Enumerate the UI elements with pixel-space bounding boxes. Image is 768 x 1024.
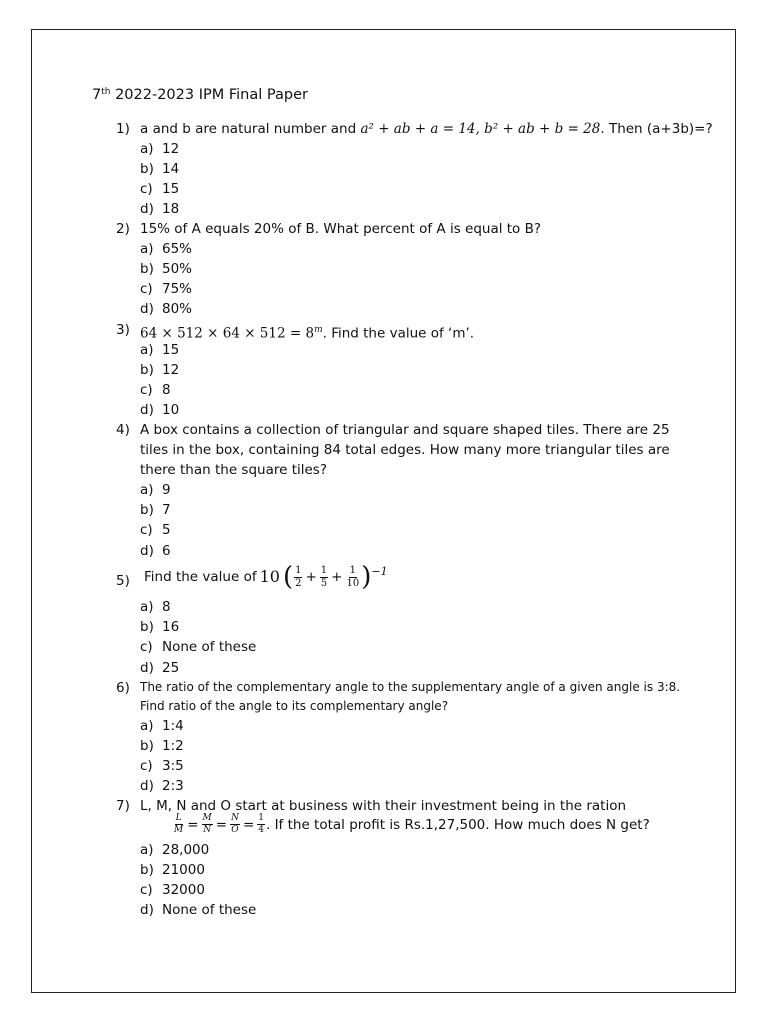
option: d) 6 [140, 543, 171, 559]
option: c) 15 [140, 181, 180, 197]
question-text: $64 \times 512 \times 64 \times 512 = 8^m$. Find the value of ‘m’. [140, 325, 475, 342]
option: c) 8 [140, 382, 171, 398]
option: b) 21000 [140, 862, 205, 878]
option: d) 10 [140, 402, 180, 418]
question-text: The ratio of the complementary angle to the supplementary angle of a given angle is 3:8. Find ratio of the angle to its complementary angle? [140, 680, 681, 713]
option: c) 75% [140, 281, 193, 297]
option: c) None of these [140, 639, 257, 655]
option: d) None of these [140, 902, 257, 918]
paper-title: 7th 2022-2023 IPM Final Paper [92, 87, 308, 103]
option: a) 28,000 [140, 842, 210, 858]
option: c) 3:5 [140, 758, 184, 774]
page-border [31, 29, 736, 993]
option: b) 12 [140, 362, 180, 378]
question-text: Find the value of 10 ( $\frac{1}{2}$ + $\frac{1}{5}$ + $\frac{1}{10}$ ) −1 [144, 562, 388, 592]
question-text: a and b are natural number and a² + ab + a = 14, b² + ab + b = 28. Then (a+3b)=? [140, 121, 713, 137]
option: d) 80% [140, 301, 193, 317]
option: d) 2:3 [140, 778, 184, 794]
question-number: 5) [116, 573, 130, 589]
option: a) 1:4 [140, 718, 184, 734]
option: b) 1:2 [140, 738, 184, 754]
question-number: 1) [116, 121, 130, 137]
question-text: A box contains a collection of triangular and square shaped tiles. There are 25 tiles in the box, containing 84 total edges. How many more triangular tiles are there than the square tiles? [140, 422, 670, 478]
option: d) 18 [140, 201, 180, 217]
option: a) 65% [140, 241, 193, 257]
option: a) 9 [140, 482, 171, 498]
question-number: 3) [116, 322, 130, 338]
option: c) 32000 [140, 882, 205, 898]
option: d) 25 [140, 660, 180, 676]
option: b) 14 [140, 161, 180, 177]
question-text: 15% of A equals 20% of B. What percent of A is equal to B? [140, 221, 542, 237]
option: b) 16 [140, 619, 180, 635]
option: c) 5 [140, 522, 171, 538]
question-number: 2) [116, 221, 130, 237]
option: a) 15 [140, 342, 180, 358]
question-number: 6) [116, 680, 130, 696]
option: b) 50% [140, 261, 193, 277]
question-number: 7) [116, 798, 130, 814]
option: a) 8 [140, 599, 171, 615]
option: b) 7 [140, 502, 171, 518]
question-text: L, M, N and O start at business with their investment being in the ration [140, 798, 627, 814]
ratio-equation: $\frac{L}{M}$ = $\frac{M}{N}$ = $\frac{N}{O}$ = $\frac{1}{4}$ . If the total profit is Rs.1,27,500. How much does N get? [174, 813, 650, 835]
option: a) 12 [140, 141, 180, 157]
question-number: 4) [116, 422, 130, 438]
